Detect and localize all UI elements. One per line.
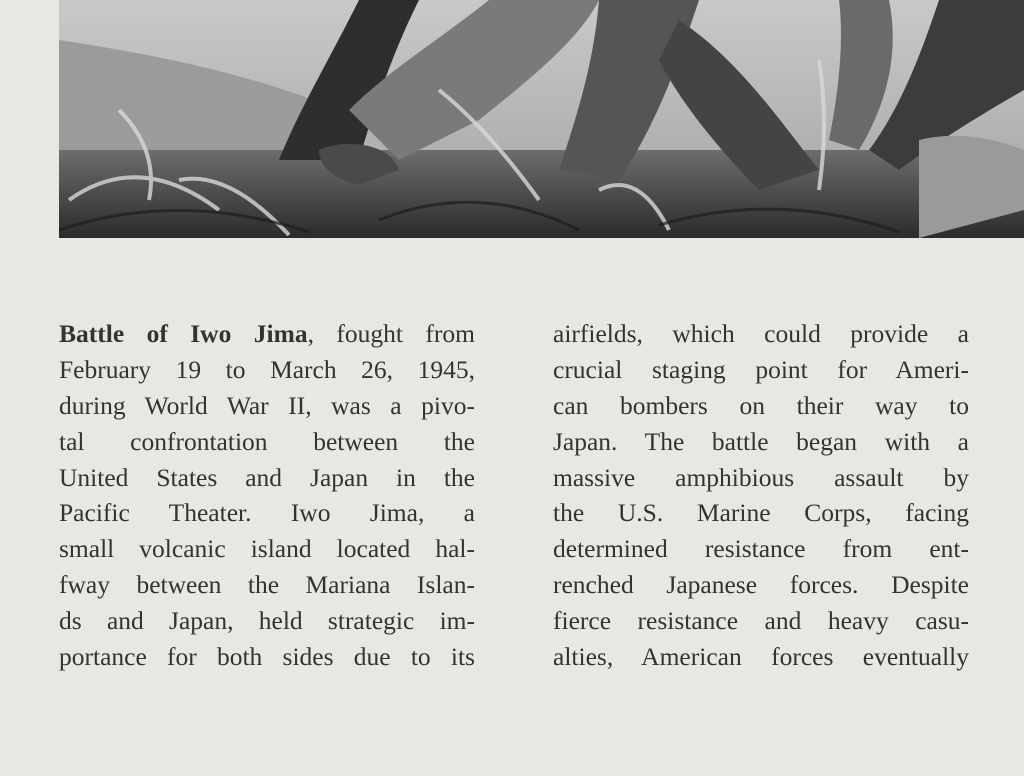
article-line: massive amphibious assault by xyxy=(553,462,969,492)
article-line: February 19 to March 26, 1945, xyxy=(59,354,475,384)
article-line: portance for both sides due to its xyxy=(59,642,475,672)
article-line: airfields, which could provide a xyxy=(553,319,969,348)
article-line: small volcanic island located hal- xyxy=(59,534,475,564)
article-line: ds and Japan, held strategic im- xyxy=(59,606,475,636)
article-line: fway between the Mariana Islan- xyxy=(59,570,475,600)
article-column-right xyxy=(553,316,969,675)
article-line: Pacific Theater. Iwo Jima, a xyxy=(59,498,475,528)
article-line: Japan. The battle began with a xyxy=(553,426,969,456)
photo-soldiers xyxy=(59,0,1024,238)
article-line: during World War II, was a pivo- xyxy=(59,390,475,420)
article-line: crucial staging point for Ameri- xyxy=(553,354,969,384)
article-line: the U.S. Marine Corps, facing xyxy=(553,498,969,528)
article-line: United States and Japan in the xyxy=(59,462,475,492)
article-line: alties, American forces eventually xyxy=(553,642,969,672)
article-lead-rest: , fought from xyxy=(307,319,475,348)
article-line xyxy=(59,316,475,352)
article-line: can bombers on their way to xyxy=(553,390,969,420)
article-line: determined resistance from ent- xyxy=(553,534,969,564)
photo-soldiers-icon xyxy=(59,0,1024,238)
article-line: renched Japanese forces. Despite xyxy=(553,570,969,600)
article-column-left xyxy=(59,316,475,675)
article-line: tal confrontation between the xyxy=(59,426,475,456)
article-lead-title: Battle of Iwo Jima xyxy=(59,319,308,348)
article-line: fierce resistance and heavy casu- xyxy=(553,606,969,636)
